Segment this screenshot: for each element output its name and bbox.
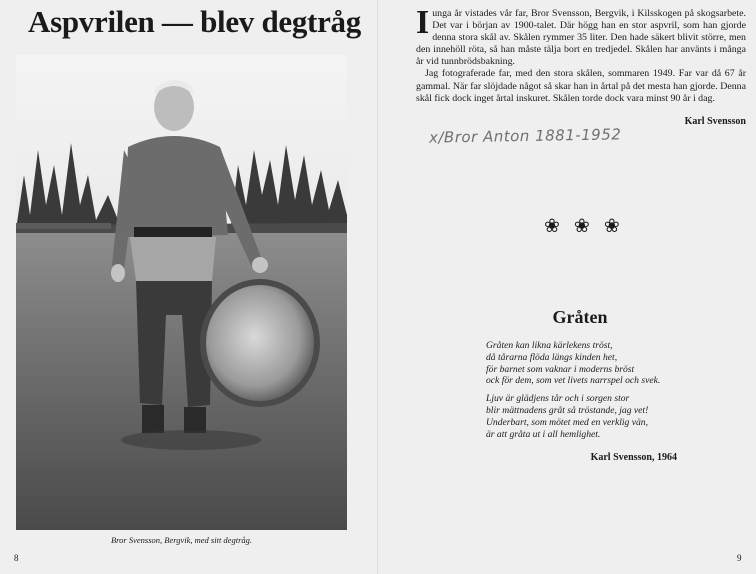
poem-credit: Karl Svensson, 1964 [590, 452, 677, 463]
poem-stanza-1 [486, 340, 716, 387]
poem-stanza-2 [486, 393, 716, 440]
poem-line: är att gråta ut i all hemlighet. [486, 428, 601, 440]
article-title: Aspvrilen — blev degtråg [28, 4, 361, 39]
story-signature: Karl Svensson [684, 116, 746, 127]
ornament-flowers: ❀❀❀ [544, 216, 634, 237]
story-paragraph-2: Jag fotograferade far, med den stora skålen, sommaren 1949. Far var då 67 år gammal. När far slöjdade något så skar han in årtal på det mesta han gjorde. Denna skål fick dock inget årtal inskuret. Skålen torde dock vara minst 90 år i dag. [416, 68, 746, 104]
page-number-right: 9 [737, 553, 742, 563]
poem-body [486, 340, 716, 446]
story-paragraph-1 [416, 4, 746, 68]
handwritten-note: x/Bror Anton 1881-1952 [428, 125, 622, 147]
poem-line: Ljuv är glädjens tår och i sorgen stor [486, 393, 630, 405]
poem-line: Gråten kan likna kärlekens tröst, [486, 340, 613, 351]
drop-cap: I [416, 4, 430, 41]
poem-line: för barnet som vaknar i moderns bröst [486, 363, 635, 375]
poem-line: ock för dem, som vet livets narrspel och svek. [486, 375, 661, 387]
story-paragraph-1-text: unga år vistades vår far, Bror Svensson, Bergvik, i Kilsskogen på skogsarbete. Det var i början av 1900-talet. Där högg han en stor aspvril, som han gjorde denna stora skål av. Skålen rymmer 35 liter. Den hade säkert blivit större, men den innehöll röta, så han måste tälja bort en tredjedel. Skålen har använts i många år vid tunnbrödsbakning. [416, 8, 746, 68]
poem-title: Gråten [552, 307, 608, 327]
page-number-left: 8 [14, 553, 19, 563]
poem-line: Underbart, som mötet med en verklig vän, [486, 416, 648, 428]
poem-line: då tårarna flöda längs kinden het, [486, 351, 618, 363]
poem-line: blir mättnadens gråt så tröstande, jag vet! [486, 404, 649, 416]
story-text [416, 4, 746, 105]
photo-caption: Bror Svensson, Bergvik, med sitt degtråg. [110, 535, 252, 545]
book-gutter [377, 0, 379, 574]
photo-man-with-bowl [16, 55, 347, 530]
